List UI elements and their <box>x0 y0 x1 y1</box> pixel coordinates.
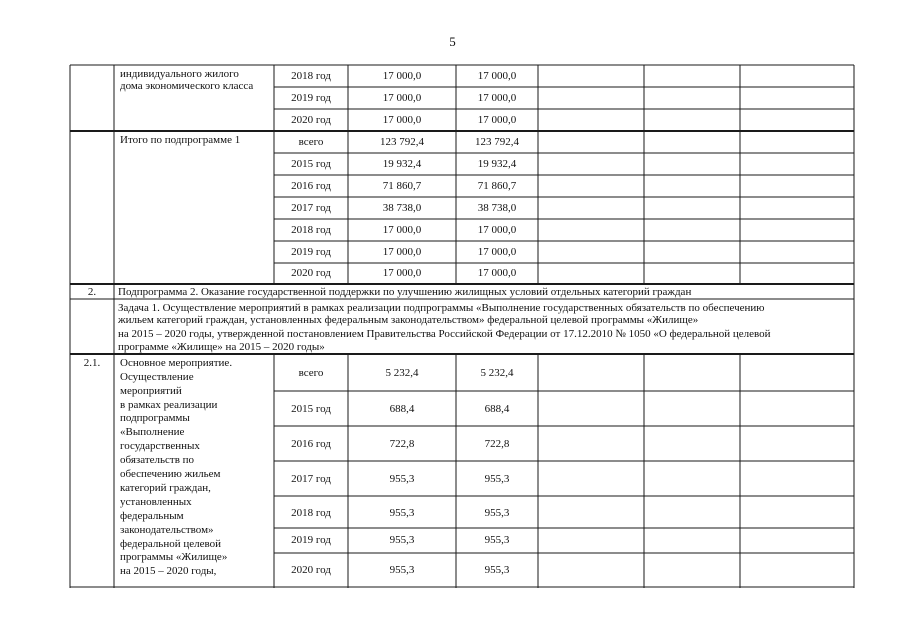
table-cell-value: 17 000,0 <box>477 267 517 279</box>
table-cell-year: 2017 год <box>291 473 331 485</box>
table-cell-value: 17 000,0 <box>382 224 422 236</box>
block3-label-line: в рамках реализации <box>120 399 218 411</box>
table-cell-value: 17 000,0 <box>382 267 422 279</box>
table-cell-year: 2018 год <box>291 224 331 236</box>
table-cell-value: 123 792,4 <box>475 136 519 148</box>
table-cell-year: 2019 год <box>291 92 331 104</box>
block3-label-line: установленных <box>120 496 192 508</box>
block1-label-line-1: индивидуального жилого <box>120 68 239 80</box>
task-line-2: жильем категорий граждан, установленных федеральным законодательством» федеральной целевой программы «Жилище» <box>118 314 699 326</box>
table-cell-year: всего <box>298 367 324 379</box>
table-cell-value: 19 932,4 <box>382 158 422 170</box>
task-line-1: Задача 1. Осуществление мероприятий в рамках реализации подпрограммы «Выполнение государственных обязательств по обеспечению <box>118 302 765 314</box>
block3-label-line: Основное мероприятие. <box>120 357 233 369</box>
table-cell-value: 38 738,0 <box>382 202 422 214</box>
table-cell-value: 17 000,0 <box>382 92 422 104</box>
table-cell-value: 955,3 <box>389 564 415 576</box>
block3-label-line: обеспечению жильем <box>120 468 221 480</box>
block3-label-line: на 2015 – 2020 годы, <box>120 565 217 577</box>
table-cell-year: 2015 год <box>291 403 331 415</box>
table-cell-value: 955,3 <box>484 473 510 485</box>
table-cell-year: 2016 год <box>291 438 331 450</box>
table-cell-value: 17 000,0 <box>477 114 517 126</box>
table-cell-value: 17 000,0 <box>382 114 422 126</box>
block3-label-line: законодательством» <box>120 524 214 536</box>
table-cell-year: 2020 год <box>291 114 331 126</box>
table-cell-value: 955,3 <box>484 507 510 519</box>
table-cell-value: 71 860,7 <box>477 180 517 192</box>
task-line-3: на 2015 – 2020 годы, утвержденной постановлением Правительства Российской Федерации от 17.12.2010 № 1050 «О федеральной целевой <box>118 328 771 340</box>
table-cell-year: 2018 год <box>291 507 331 519</box>
table-cell-value: 688,4 <box>389 403 415 415</box>
table-cell-value: 19 932,4 <box>477 158 517 170</box>
table-cell-value: 5 232,4 <box>385 367 419 379</box>
table-cell-value: 38 738,0 <box>477 202 517 214</box>
task-line-4: программе «Жилище» на 2015 – 2020 годы» <box>118 341 325 353</box>
block3-label-line: федеральным <box>120 510 184 522</box>
table-cell-year: 2019 год <box>291 534 331 546</box>
block3-label-line: обязательств по <box>120 454 195 466</box>
table-cell-value: 17 000,0 <box>477 70 517 82</box>
block3-label-line: Осуществление <box>120 371 194 383</box>
table-cell-year: 2015 год <box>291 158 331 170</box>
table-cell-value: 722,8 <box>389 438 415 450</box>
table-cell-value: 17 000,0 <box>382 70 422 82</box>
table-cell-value: 955,3 <box>389 473 415 485</box>
table-cell-value: 955,3 <box>484 534 510 546</box>
table-cell-value: 722,8 <box>484 438 510 450</box>
table-cell-value: 123 792,4 <box>380 136 424 148</box>
table-cell-value: 17 000,0 <box>477 92 517 104</box>
table-cell-value: 5 232,4 <box>480 367 514 379</box>
table-cell-year: 2017 год <box>291 202 331 214</box>
page-number: 5 <box>449 34 456 49</box>
block3-label-line: подпрограммы <box>120 412 190 424</box>
table-cell-year: 2016 год <box>291 180 331 192</box>
block2-label: Итого по подпрограмме 1 <box>120 134 241 146</box>
table-cell-year: 2019 год <box>291 246 331 258</box>
table-cell-value: 955,3 <box>389 507 415 519</box>
block3-label-line: «Выполнение <box>120 426 185 438</box>
table-cell-value: 71 860,7 <box>382 180 422 192</box>
section-number: 2. <box>87 286 97 298</box>
block3-label-line: категорий граждан, <box>120 482 211 494</box>
table-cell-year: всего <box>298 136 324 148</box>
block3-label-line: мероприятий <box>120 385 182 397</box>
table-cell-value: 17 000,0 <box>477 224 517 236</box>
table-cell-value: 955,3 <box>389 534 415 546</box>
block3-label-line: программы «Жилище» <box>120 551 228 563</box>
table-cell-value: 955,3 <box>484 564 510 576</box>
block1-label-line-2: дома экономического класса <box>120 80 254 92</box>
block3-label-line: федеральной целевой <box>120 538 221 550</box>
block3-label-line: государственных <box>120 440 200 452</box>
table-cell-year: 2020 год <box>291 564 331 576</box>
table-cell-year: 2018 год <box>291 70 331 82</box>
table-cell-value: 17 000,0 <box>382 246 422 258</box>
table-cell-value: 688,4 <box>484 403 510 415</box>
row-number: 2.1. <box>83 357 101 369</box>
section-title: Подпрограмма 2. Оказание государственной поддержки по улучшению жилищных условий отдельных категорий граждан <box>118 286 692 298</box>
table-cell-value: 17 000,0 <box>477 246 517 258</box>
table-cell-year: 2020 год <box>291 267 331 279</box>
